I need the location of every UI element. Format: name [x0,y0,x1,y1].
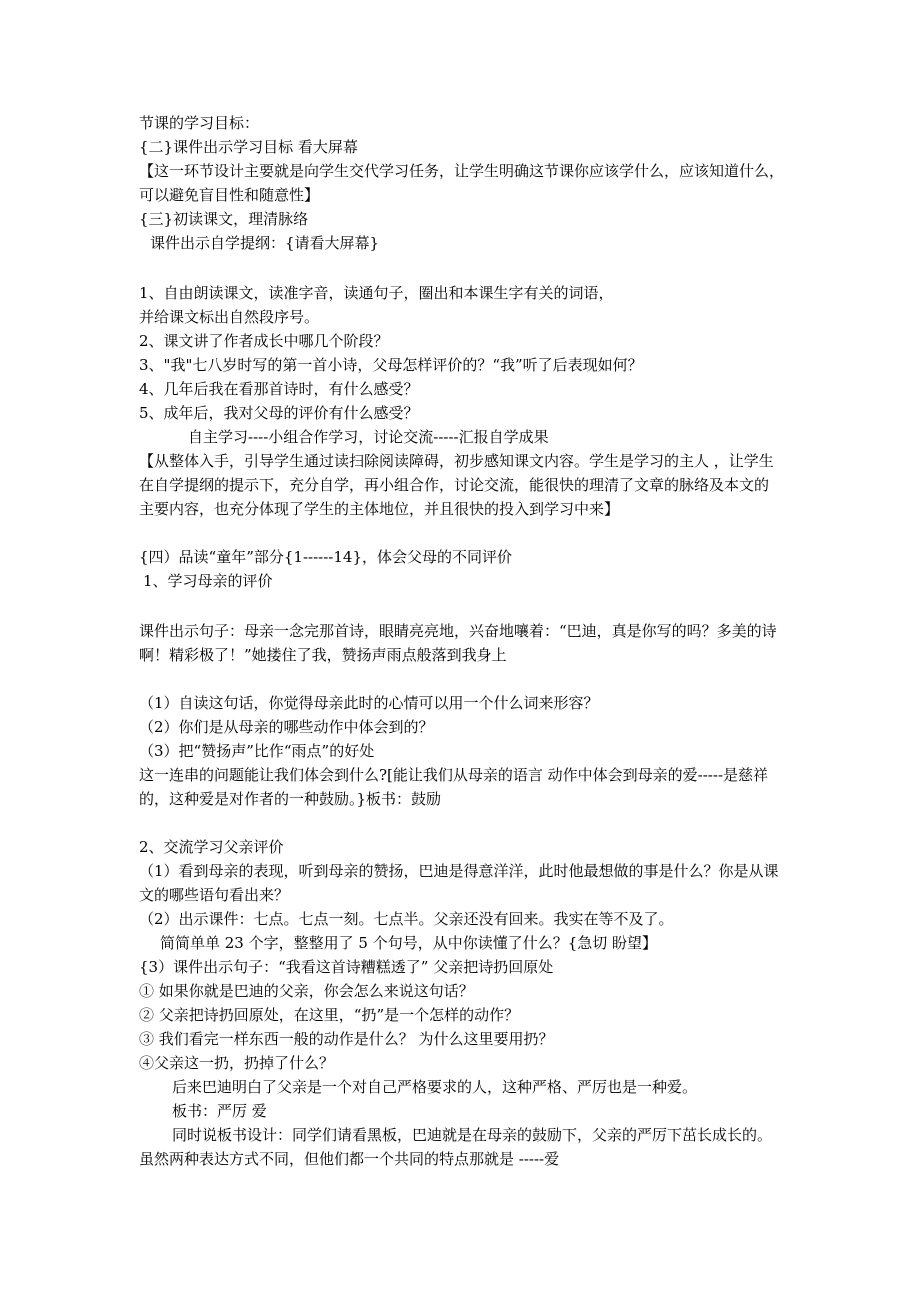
text-line: 5、成年后，我对父母的评价有什么感受？ [139,404,419,422]
text-line: 1、学习母亲的评价 [143,572,273,590]
text-line: 主要内容，也充分体现了学生的主体地位，并且很快的投入到学习中来】 [139,500,620,518]
text-line: ③ 我们看完一样东西一般的动作是什么？ 为什么这里要用扔？ [139,1030,554,1048]
text-line: 啊！精彩极了！”她搂住了我，赞扬声雨点般落到我身上 [139,646,507,664]
text-line: 这一连串的问题能让我们体会到什么?[能让我们从母亲的语言 动作中体会到母亲的爱-----是慈祥 [139,766,769,784]
text-line: {三}初读课文，理清脉络 [139,210,309,228]
text-line: 同时说板书设计：同学们请看黑板，巴迪就是在母亲的鼓励下，父亲的严厉下茁长成长的。 [172,1126,773,1144]
text-line: 课件出示句子：母亲一念完那首诗，眼睛亮亮地，兴奋地嚷着：“巴迪，真是你写的吗？多美的诗 [139,622,777,640]
text-line: （2）出示课件：七点。七点一刻。七点半。父亲还没有回来。我实在等不及了。 [139,910,674,928]
text-line: （1）看到母亲的表现，听到母亲的赞扬，巴迪是得意洋洋，此时他最想做的事是什么？你是从课 [139,862,779,880]
text-line: 文的哪些语句看出来？ [139,886,290,904]
text-line: （1）自读这句话，你觉得母亲此时的心情可以用一个什么词来形容？ [139,694,599,712]
text-line: 课件出示自学提纲：{请看大屏幕} [150,234,380,252]
text-line: 可以避免盲目性和随意性】 [139,186,320,204]
text-line: 虽然两种表达方式不同，但他们都一个共同的特点那就是 -----爱 [139,1150,560,1168]
text-line: 【这一环节设计主要就是向学生交代学习任务，让学生明确这节课你应该学什么，应该知道什么， [139,162,785,180]
text-line: 4、几年后我在看那首诗时，有什么感受？ [139,380,419,398]
text-line: （3）把“赞扬声”比作“雨点”的好处 [139,742,375,760]
text-line: 后来巴迪明白了父亲是一个对自己严格要求的人，这种严格、严厉也是一种爱。 [172,1078,698,1096]
text-line: 2、交流学习父亲评价 [139,838,284,856]
text-line: {四）品读“童年”部分{1------14}，体会父母的不同评价 [139,548,513,566]
text-line: {3）课件出示句子：“我看这首诗糟糕透了” 父亲把诗扔回原处 [139,958,554,976]
text-line: （2）你们是从母亲的哪些动作中体会到的？ [139,718,434,736]
text-line: 节课的学习目标： [139,114,260,132]
text-line: ① 如果你就是巴迪的父亲，你会怎么来说这句话？ [139,982,474,1000]
text-line: 的，这种爱是对作者的一种鼓励。}板书：鼓励 [139,790,442,808]
text-line: 1、自由朗读课文，读准字音，读通句子，圈出和本课生字有关的词语， [139,284,614,302]
text-line: 2、课文讲了作者成长中哪几个阶段？ [139,332,389,350]
text-line: {二}课件出示学习目标 看大屏幕 [139,138,358,156]
text-line: 简简单单 23 个字，整整用了 5 个句号，从中你读懂了什么？{急切 盼望】 [160,934,658,952]
text-line: 3、"我"七八岁时写的第一首小诗，父母怎样评价的？“我”听了后表现如何？ [139,356,643,374]
text-line: 在自学提纲的提示下，充分自学，再小组合作，讨论交流，能很快的理清了文章的脉络及本文的 [139,476,770,494]
text-line: 并给课文标出自然段序号。 [139,308,320,326]
text-line: ② 父亲把诗扔回原处，在这里，“扔”是一个怎样的动作？ [139,1006,520,1024]
text-line: 【从整体入手，引导学生通过读扫除阅读障碍，初步感知课文内容。学生是学习的主人 ，让学生 [139,452,774,470]
text-line: 自主学习----小组合作学习，讨论交流-----汇报自学成果 [188,428,549,446]
text-line: 板书：严厉 爱 [172,1102,267,1120]
text-line: ④父亲这一扔，扔掉了什么？ [139,1054,335,1072]
